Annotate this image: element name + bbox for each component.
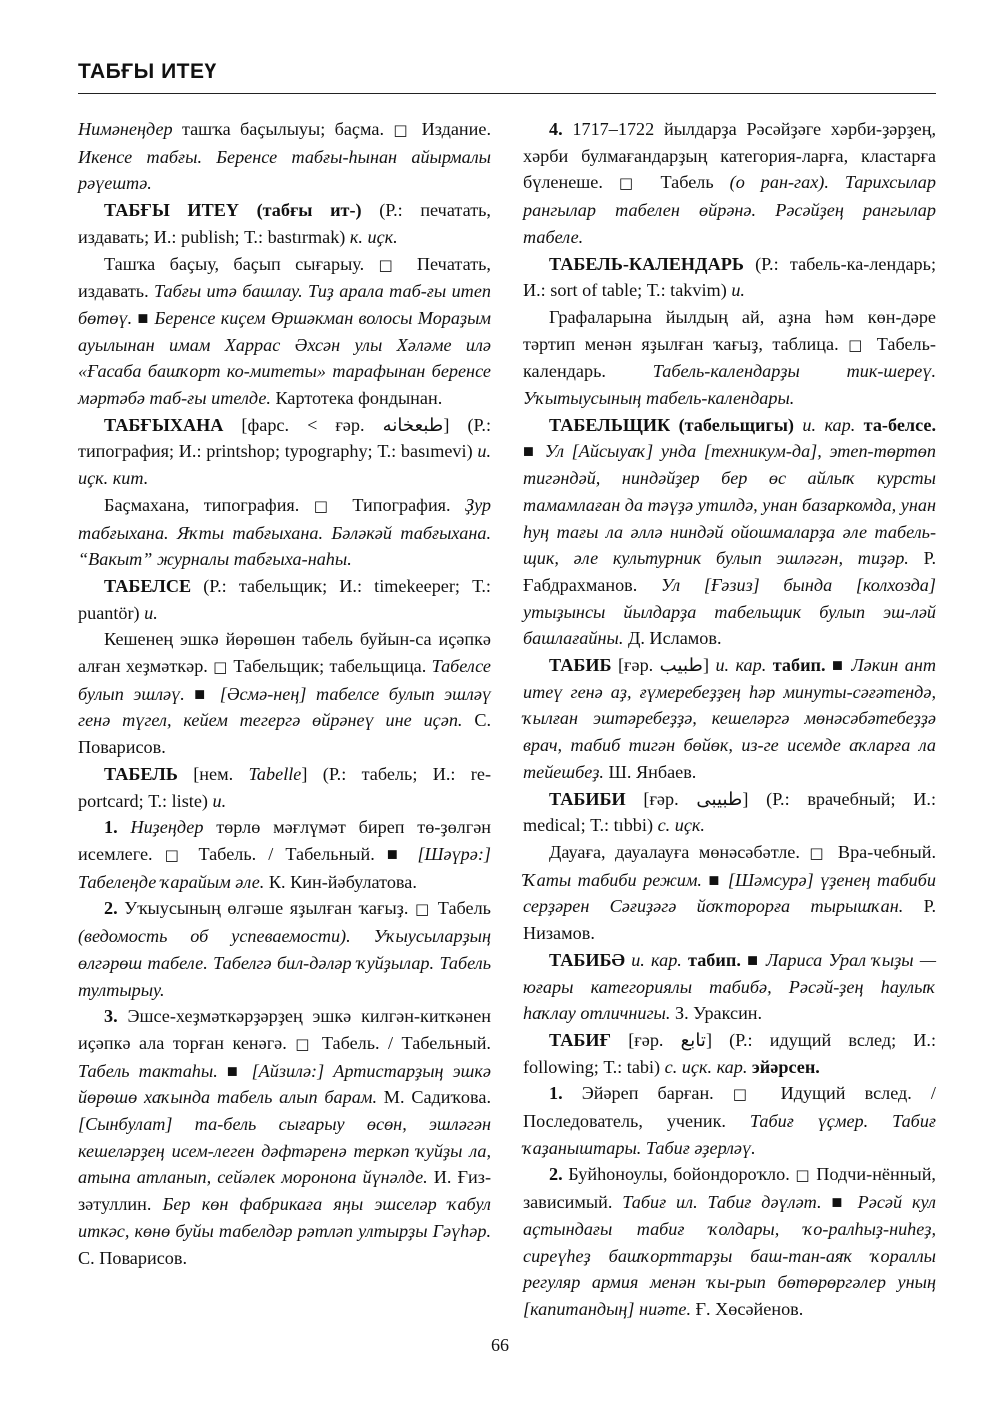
dictionary-paragraph: ТАБҒЫХАНА [фарс. < ғәр. طبعخانه] (Р.: типография; И.: printshop; typography; Т.: basımevi) и. иҫк. кит. — [78, 414, 491, 489]
dictionary-paragraph: Ташҡа баҫыу, баҫып сығарыу. □ Печатать, издавать. Табғы итә башлау. Тиҙ арала таб-ғы итеп бөтөү. ■ Беренсе киҫем Өршәкман волосы Мораҙым ауылынан имам Харрас Әхсән улы Хәләме илә «Ғасаба башҡорт ко-митеты» тарафынан беренсе мәртәбә таб-ғы ителде. Картотека фондынан. — [78, 253, 491, 409]
dictionary-paragraph: Баҫмахана, типография. □ Типография. Ҙур табғыхана. Яҡты табғыхана. Бәләкәй табғыхана. “Вакыт” журналы табғыха-наһы. — [78, 494, 491, 570]
dictionary-paragraph: Графаларына йылдың ай, аҙна һәм көн-дәре тәртип менән яҙылған ҡағыҙ, таблица. □ Табель-календарь. Табель-календарҙы тик-шереү. Уҡытыусының табель-календары. — [523, 306, 936, 409]
dictionary-paragraph: ТАБИҒ [ғәр. تابع] (Р.: идущий вслед; И.: following; Т.: tabi) с. иҫк. кар. эйәрсен. — [523, 1029, 937, 1077]
page-number: 66 — [491, 1335, 509, 1355]
right-column — [523, 116, 936, 1323]
left-column — [78, 116, 491, 1271]
dictionary-paragraph: 1. Ниҙеңдер төрлө мәғлүмәт биреп тө-ҙөлгән исемлеге. □ Табель. / Табельный. ■ [Шәүрә:] Табелеңде ҡарайым әле. К. Кин-йәбулатова. — [78, 817, 492, 892]
dictionary-paragraph: 3. Эшсе-хеҙмәткәрҙәрҙең эшкә килгән-киткәнен иҫәпкә ала торған кенәгә. □ Табель. / Табельный. Табель тактаһы. ■ [Айзилә:] Артистарҙың эшкә йөрөшө хаҡында табель алып барам. М. Садиҡова. [Сынбулат] та-бель сығарыу өсөн, эшләгән кешеләрҙең исем-леген дәфтәренә теркәп ҡуйҙы ла, атына атланып, сейәлек моронона йүнәлде. И. Ғиз-зәтуллин. Бер көн фабрикаға яңы эшселәр ҡабул иткәс, көнө буйы табелдәр рәтләп ултырҙы Гәүһәр. С. Поварисов. — [78, 1006, 492, 1268]
dictionary-paragraph: 1. Эйәреп барған. □ Идущий вслед. / Последователь, ученик. Табиғ үҫмер. Табиғ ҡаҙаныштары. Табиғ әҙерләү. — [523, 1083, 937, 1158]
dictionary-paragraph: Дауаға, дауалауға мөнәсәбәтле. □ Вра-чебный. Ҡаты табиби режим. ■ [Шәмсурә] үҙенең табиби серҙәрен Сәғиҙәгә йоҡторорға тырышҡан. Р. Низамов. — [523, 841, 936, 944]
dictionary-paragraph: ТАБЕЛЬ-КАЛЕНДАРЬ (Р.: табель-ка-лендарь; И.: sort of table; Т.: takvim) и. — [523, 253, 936, 301]
running-header: ТАБҒЫ ИТЕҮ — [78, 60, 217, 83]
header-rule — [78, 93, 936, 94]
dictionary-paragraph: Кешенең эшкә йөрөшөн табель буйын-са иҫәпкә алған хеҙмәткәр. □ Табельщик; табельщица. Табелсе булып эшләү. ■ [Әсмә-нең] табелсе булып эшләү генә түгел, кейем тегергә өйрәнеү ине иҫәп. С. Поварисов. — [78, 629, 491, 758]
dictionary-paragraph: 4. 1717–1722 йылдарҙа Рәсәйҙәге хәрби-ҙәрҙең, хәрби булмағандарҙың категория-ларға, кластарға бүленеше. □ Табель (о ран-гах). Тарихсылар рангылар табелен өйрәнә. Рәсәйҙең рангылар табеле. — [523, 119, 936, 247]
dictionary-paragraph: 2. Буйһоноулы, бойондороҡло. □ Подчи-нённый, зависимый. Табиғ ил. Табиғ дәүләт. ■ Рәсәй кул аҫтындағы табиғ ҡолдары, ҡо-ралһыҙ-ниһеҙ, сиреүһеҙ башҡорттарҙы баш-тан-аяҡ ҡоралл​ы регуляр армия менән ҡы-рып бөтөрөргәлер уның [капитандың] ниәте. Ғ. Хөсәйенов. — [523, 1164, 936, 1319]
dictionary-paragraph: ТАБИБӘ и. кар. табип. ■ Лариса Урал ҡыҙы — юғары категориялы табибә, Рәсәй-ҙең һаулыҡ һаҡлау отличнигы. З. Ураксин. — [523, 949, 936, 1024]
dictionary-paragraph: ТАБИБ [ғәр. طبيب] и. кар. табип. ■ Ләкин ант итеү генә аҙ, ғүмеребеҙҙең һәр минуты-сәғәтендә, ҡылған эштәребеҙҙә, кешеләргә мөнәсәбәтебеҙҙә врач, табиб тигән бөйөк, из-ге исемде аҡларға ла тейешбеҙ. Ш. Янбаев. — [523, 655, 937, 782]
dictionary-paragraph: ТАБҒЫ ИТЕҮ (табғы ит-) (Р.: печатать, издавать; И.: publish; Т.: bastırmak) к. иҫк. — [78, 200, 491, 247]
dictionary-paragraph: ТАБЕЛСЕ (Р.: табельщик; И.: timekeeper; Т.: puantör) и. — [78, 575, 491, 623]
dictionary-paragraph: ТАБЕЛЬ [нем. Tabelle] (Р.: табель; И.: re-portcard; Т.: liste) и. — [78, 763, 491, 811]
dictionary-paragraph: ТАБЕЛЬЩИК (табельщигы) и. кар. та-белсе. ■ Ул [Айсыуаҡ] унда [техникум-да], этеп-төртөп тигәндәй, ниндәйҙер бер өс айлыҡ курсты тамамлаған да тәүҙә утилдә, унан базаркомда, унан һуң тағы ла әллә ниндәй ойошмаларҙа әле табель-щик, әле культурник булып эшләгән, тиҙәр. Р. Ғабдрахманов. Ул [Ғәзиз] бында [колхозда] утыҙынсы йылдарҙа табельщик булып эш-ләй башлағайны. Д. Исламов. — [523, 414, 937, 649]
dictionary-paragraph: ТАБИБИ [ғәр. طبيبى] (Р.: врачебный; И.: medical; Т.: tıbbi) с. иҫк. — [523, 788, 936, 836]
dictionary-paragraph: Нимәнеңдер ташҡа баҫылыуы; баҫма. □ Издание. Икенсе табғы. Беренсе табғы-һынан айырмалы рәүештә. — [78, 119, 491, 194]
dictionary-paragraph: 2. Уҡыусының өлгәше яҙылған ҡағыҙ. □ Табель (ведомость об успеваемости). Уҡыусыларҙың өлгәрөш табеле. Табелгә бил-дәләр ҡуйҙылар. Табель тултырыу. — [78, 898, 491, 1000]
